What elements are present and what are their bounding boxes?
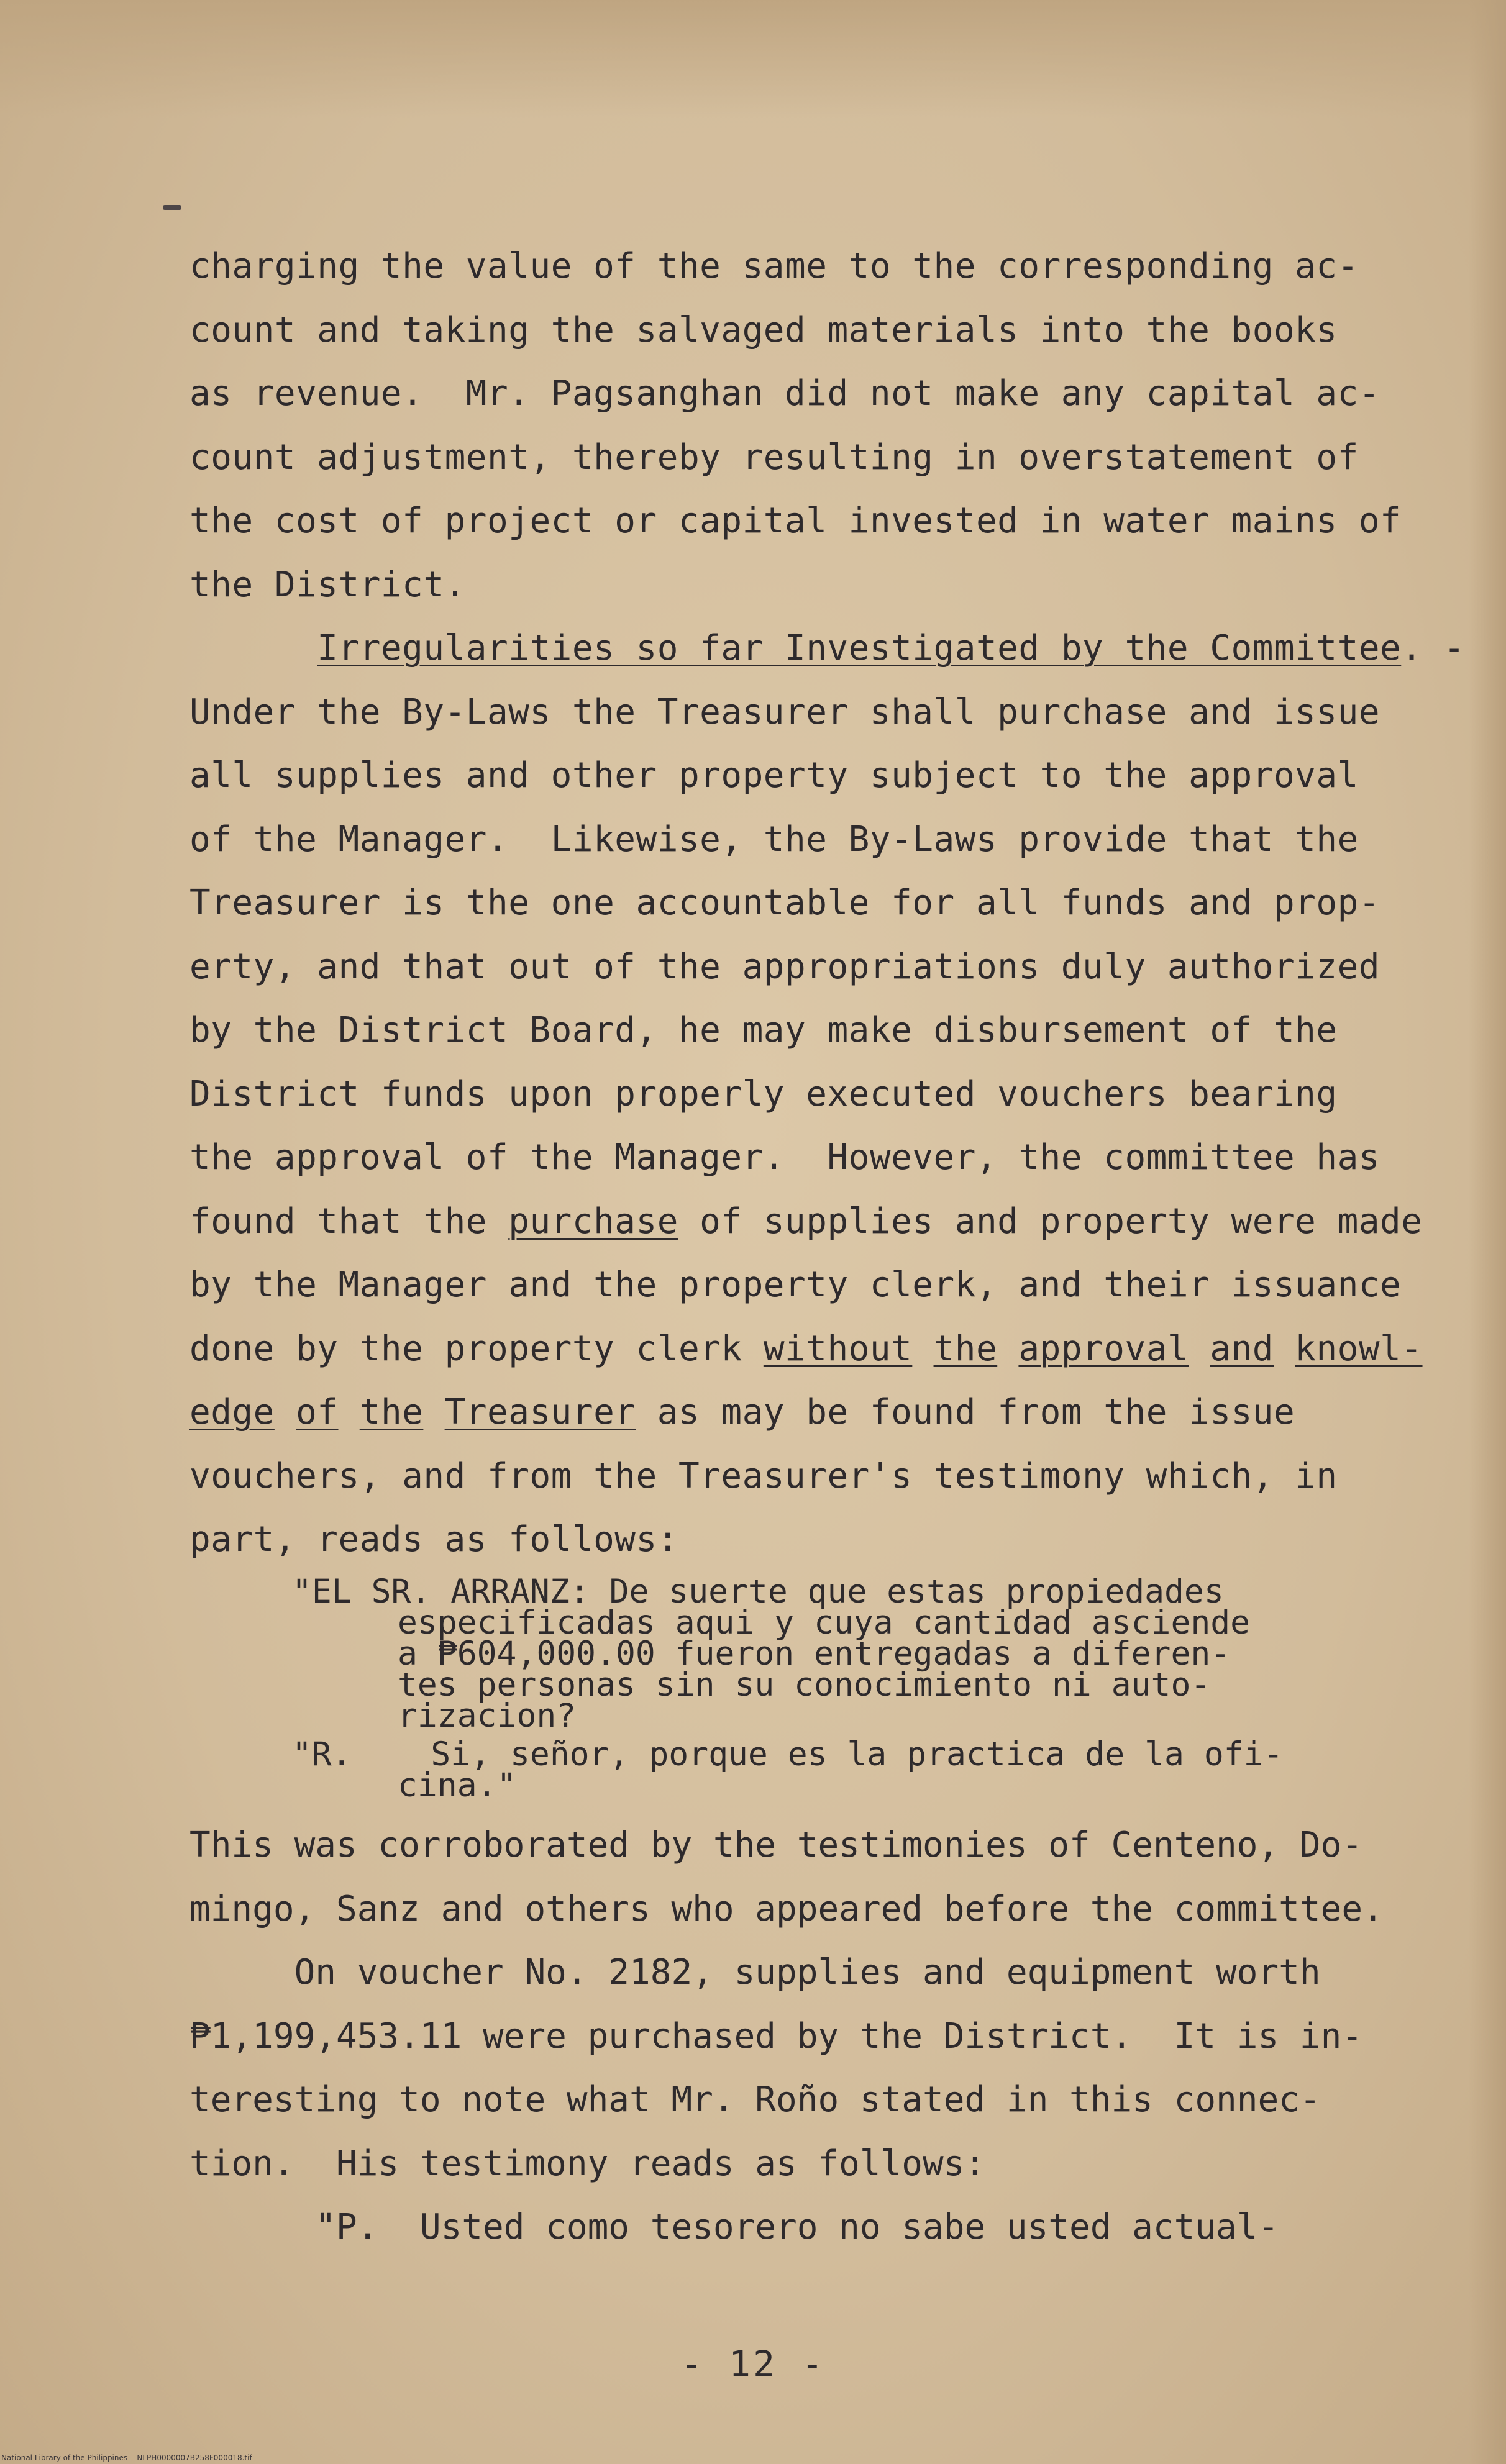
quote-line: a ₱604,000.00 fueron entregadas a diferen- [398,1635,1231,1673]
text-line: by the Manager and the property clerk, and their issuance [189,1265,1402,1305]
quote-speaker: "R. [292,1735,352,1773]
quote-text: Si, señor, porque es la practica de la ofi- [431,1735,1284,1773]
text-segment [275,1392,296,1432]
testimony-quote-arranz [292,1573,1348,1735]
text-line: all supplies and other property subject to the approval [189,755,1359,796]
underlined-word: Treasurer [444,1392,636,1432]
underlined-word: edge [189,1392,275,1432]
text-segment [912,1329,933,1369]
text-line [189,1317,1423,1381]
heading-suffix: . - [1401,628,1465,668]
quote-first-line [292,1735,1348,1773]
text-line: charging the value of the same to the corresponding ac- [189,246,1359,286]
text-line: erty, and that out of the appropriations duly authorized [189,946,1380,987]
text-line: mingo, Sanz and others who appeared before the committee. [189,1888,1384,1929]
main-text [189,235,1465,1572]
text-segment [1189,1329,1210,1369]
text-segment: of supplies and property were made [678,1201,1423,1242]
closing-text [189,1814,1407,2260]
text-line: of the Manager. Likewise, the By-Laws provide that the [189,819,1359,860]
text-line: count and taking the salvaged materials into the books [189,309,1338,350]
text-line: On voucher No. 2182, supplies and equipment worth [189,1952,1321,1993]
quote-line: tes personas sin su conocimiento ni auto- [398,1666,1211,1704]
text-line: Treasurer is the one accountable for all funds and prop- [189,883,1380,923]
text-line: District funds upon properly executed vouchers bearing [189,1073,1338,1114]
underlined-word: and [1210,1328,1274,1369]
section-heading: Irregularities so far Investigated by the Committee [317,628,1402,668]
text-segment [1274,1329,1295,1369]
underlined-word: the [933,1328,998,1369]
text-segment [339,1392,360,1432]
quote-line: cina." [398,1766,517,1804]
section-heading-line [189,617,1465,681]
underlined-word: knowl- [1295,1328,1423,1369]
text-line: "P. Usted como tesorero no sabe usted actual- [189,2207,1279,2247]
text-line: by the District Board, he may make disbursement of the [189,1010,1338,1050]
testimony-quote-reply [292,1735,1348,1804]
text-segment: done by the property clerk [189,1328,764,1369]
underlined-word: the [359,1392,424,1432]
text-line: as revenue. Mr. Pagsanghan did not make any capital ac- [189,373,1380,414]
text-line: part, reads as follows: [189,1519,678,1560]
text-segment: found that the [189,1201,509,1242]
ink-mark [163,205,181,210]
underlined-word: without [763,1328,913,1369]
text-line: the District. [189,564,466,605]
text-line [189,1190,1423,1254]
page-number: - 12 - [680,2343,826,2385]
text-line: the cost of project or capital invested in water mains of [189,501,1402,541]
quote-line: rizacion? [398,1697,577,1735]
text-segment: as may be found from the issue [636,1392,1295,1432]
text-line [189,1381,1407,1445]
archive-footer: National Library of the Philippines NLPH0000007B258F000018.tif [1,2453,252,2462]
text-line: teresting to note what Mr. Roño stated in this connec- [189,2080,1321,2120]
text-line: tion. His testimony reads as follows: [189,2143,986,2184]
underlined-word: approval [1018,1328,1189,1369]
quote-line: especificadas aqui y cuya cantidad asciende [398,1604,1251,1642]
text-line: This was corroborated by the testimonies of Centeno, Do- [189,1825,1363,1865]
quote-speaker: "EL SR. ARRANZ: [292,1573,590,1611]
text-line: count adjustment, thereby resulting in overstatement of [189,437,1359,478]
text-line: Under the By-Laws the Treasurer shall purchase and issue [189,691,1380,732]
quote-text: De suerte que estas propiedades [609,1573,1224,1611]
underlined-word: purchase [508,1201,678,1242]
text-line: ₱1,199,453.11 were purchased by the District. It is in- [189,2016,1363,2057]
text-line: vouchers, and from the Treasurer's testimony which, in [189,1455,1338,1496]
quote-first-line [292,1573,1348,1611]
text-line: the approval of the Manager. However, the committee has [189,1137,1380,1178]
text-segment [423,1392,444,1432]
text-segment [997,1329,1018,1369]
underlined-word: of [296,1392,339,1432]
